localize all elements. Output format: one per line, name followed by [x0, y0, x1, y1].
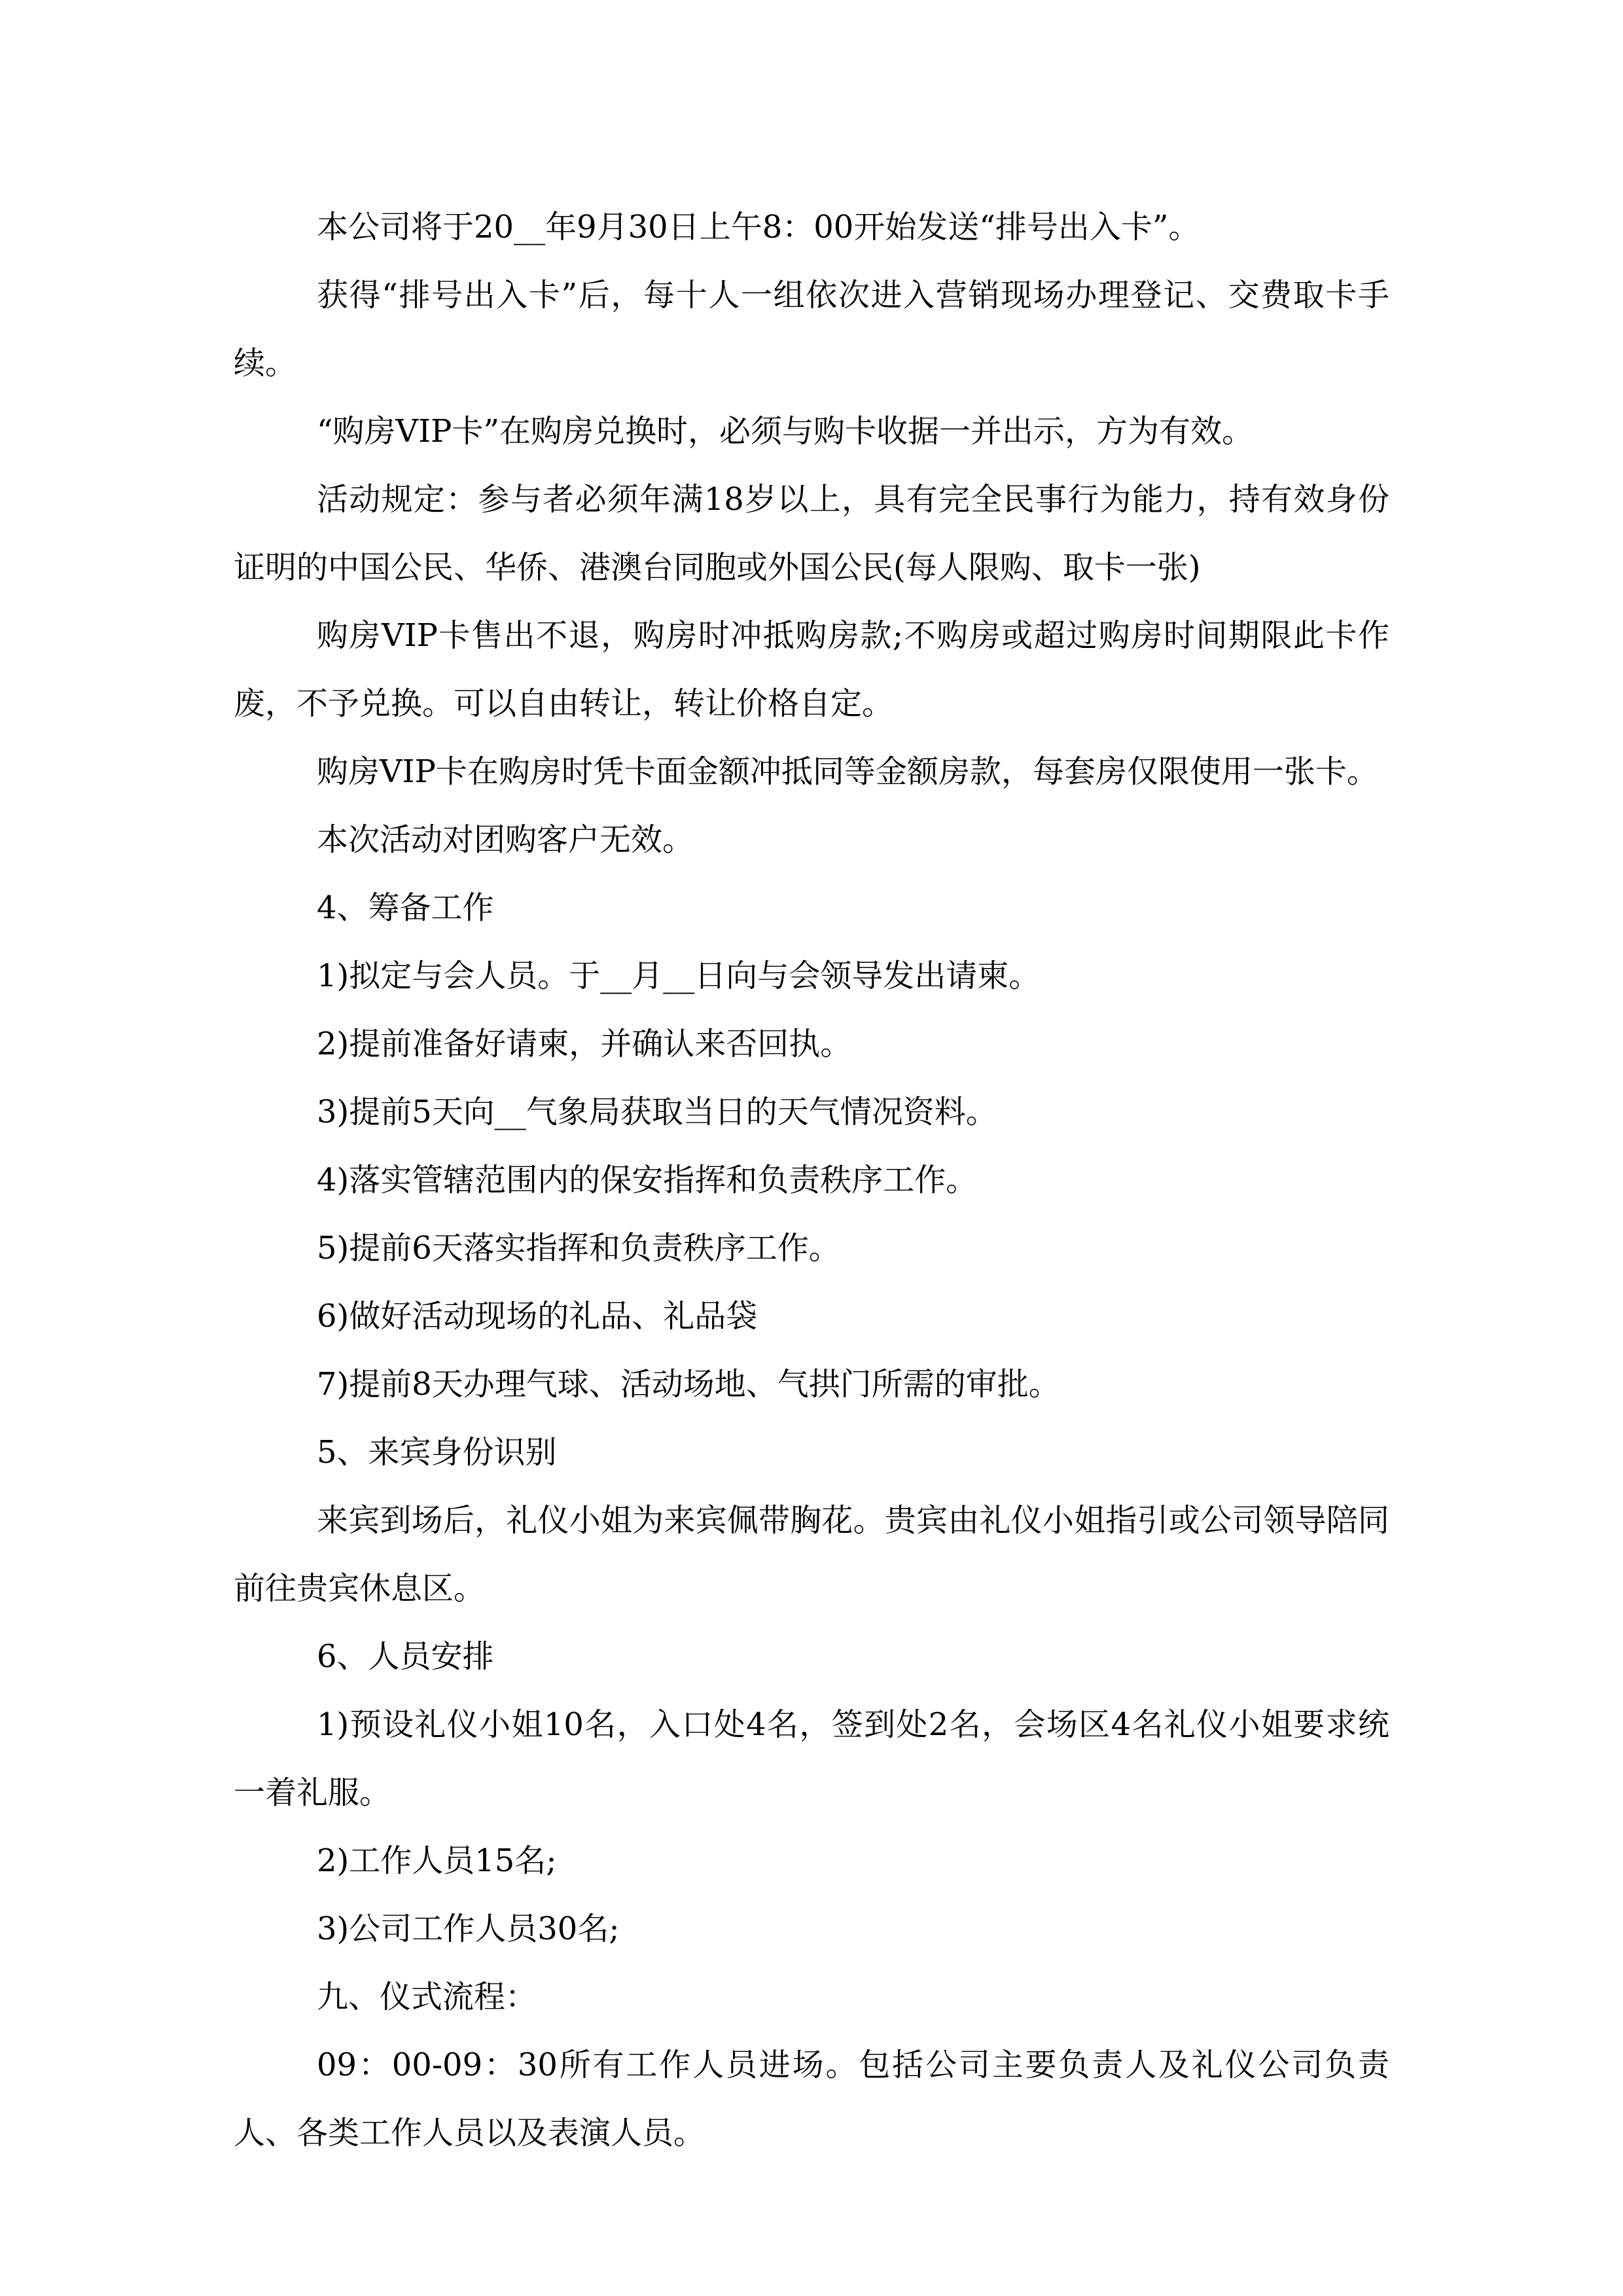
list-item-staff: 2)工作人员15名;: [317, 1842, 557, 1879]
list-item-approvals: 7)提前8天办理气球、活动场地、气拱门所需的审批。: [317, 1366, 1060, 1403]
paragraph-registration: 获得“排号出入卡”后，每十人一组依次进入营销现场办理登记、交费取卡手续。: [234, 277, 1389, 382]
list-item-invitations: 2)提前准备好请柬，并确认来否回执。: [317, 1026, 852, 1062]
paragraph-card-deduction: 购房VIP卡在购房时凭卡面金额冲抵同等金额房款，每套房仅限使用一张卡。: [317, 753, 1378, 790]
paragraph-activity-rules: 活动规定：参与者必须年满18岁以上，具有完全民事行为能力，持有效身份证明的中国公民、华侨、港澳台同胞或外国公民(每人限购、取卡一张): [234, 481, 1389, 586]
paragraph-schedule-0900: 09：00-09：30所有工作人员进场。包括公司主要负责人及礼仪公司负责人、各类工作人员以及表演人员。: [234, 2047, 1389, 2151]
section-heading-staffing: 6、人员安排: [317, 1638, 494, 1675]
section-heading-guest-id: 5、来宾身份识别: [317, 1434, 557, 1471]
list-item-hostesses: 1)预设礼仪小姐10名，入口处4名，签到处2名，会场区4名礼仪小姐要求统一着礼服。: [234, 1706, 1389, 1811]
list-item-order: 5)提前6天落实指挥和负责秩序工作。: [317, 1230, 840, 1266]
section-heading-preparation: 4、筹备工作: [317, 889, 494, 926]
paragraph-card-issue-time: 本公司将于20__年9月30日上午8：00开始发送“排号出入卡”。: [317, 209, 1200, 245]
list-item-company-staff: 3)公司工作人员30名;: [317, 1910, 620, 1947]
document-body: [234, 193, 1389, 2167]
list-item-security: 4)落实管辖范围内的保安指挥和负责秩序工作。: [317, 1162, 978, 1198]
paragraph-no-refund: 购房VIP卡售出不退，购房时冲抵购房款;不购房或超过购房时间期限此卡作废，不予兑换。可以自由转让，转让价格自定。: [234, 617, 1389, 722]
list-item-gifts: 6)做好活动现场的礼品、礼品袋: [317, 1298, 758, 1335]
paragraph-vip-card-receipt: “购房VIP卡”在购房兑换时，必须与购卡收据一并出示，方为有效。: [317, 413, 1254, 450]
paragraph-group-buy-invalid: 本次活动对团购客户无效。: [317, 821, 694, 858]
list-item-weather: 3)提前5天向__气象局获取当日的天气情况资料。: [317, 1094, 997, 1130]
list-item-attendees: 1)拟定与会人员。于__月__日向与会领导发出请柬。: [317, 958, 1041, 994]
paragraph-guest-arrival: 来宾到场后，礼仪小姐为来宾佩带胸花。贵宾由礼仪小姐指引或公司领导陪同前往贵宾休息区。: [234, 1502, 1389, 1607]
section-heading-ceremony: 九、仪式流程：: [317, 1979, 537, 2015]
